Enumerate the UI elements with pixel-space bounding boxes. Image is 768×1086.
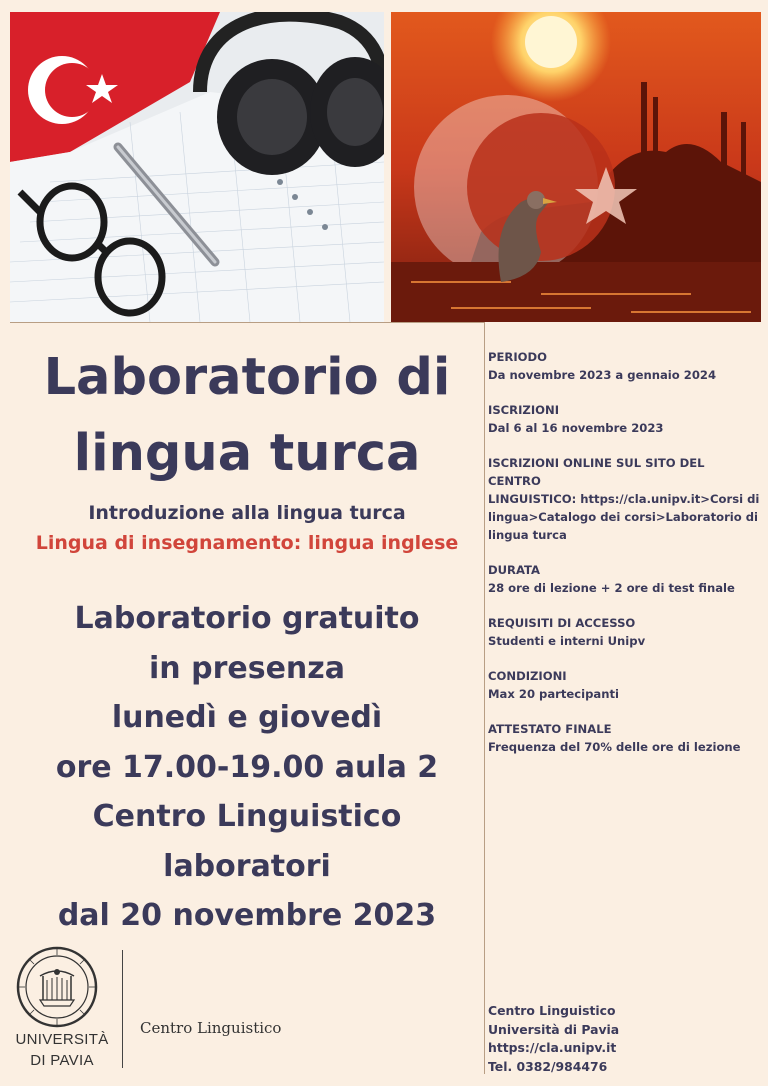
teaching-language: Lingua di insegnamento: lingua inglese [35, 532, 459, 554]
course-details [10, 594, 484, 941]
logo-line2: DI PAVIA [30, 1052, 94, 1069]
info-value: Frequenza del 70% delle ore di lezione [488, 740, 741, 754]
info-label: ISCRIZIONI ONLINE SUL SITO DEL CENTRO [488, 456, 705, 488]
info-value: Dal 6 al 16 novembre 2023 [488, 421, 664, 435]
info-value: 28 ore di lezione + 2 ore di test finale [488, 581, 735, 595]
logo-department: Centro Linguistico [140, 1019, 282, 1037]
poster-subtitle: Introduzione alla lingua turca [88, 502, 406, 524]
photo-istanbul-sunset [391, 12, 761, 322]
info-value: lingua>Catalogo dei corsi>Laboratorio di [488, 510, 759, 524]
info-label: DURATA [488, 563, 541, 577]
info-value: Da novembre 2023 a gennaio 2024 [488, 368, 717, 382]
info-value: Max 20 partecipanti [488, 687, 620, 701]
poster-title-line1: Laboratorio di [43, 348, 451, 407]
detail-line: Centro Linguistico [92, 799, 402, 834]
info-durata [488, 561, 760, 597]
info-value: lingua turca [488, 528, 567, 542]
info-label: CONDIZIONI [488, 669, 567, 683]
contact-block [488, 1002, 619, 1076]
info-value: LINGUISTICO: https://cla.unipv.it>Corsi di [488, 492, 760, 506]
contact-url[interactable]: https://cla.unipv.it [488, 1040, 617, 1055]
info-label: PERIODO [488, 350, 547, 364]
logo-line1: UNIVERSITÀ [15, 1031, 109, 1048]
contact-phone: Tel. 0382/984476 [488, 1058, 608, 1074]
section-divider-vertical [484, 322, 485, 1074]
info-iscrizioni-online [488, 454, 760, 544]
info-requisiti [488, 614, 760, 650]
contact-name: Centro Linguistico [488, 1003, 616, 1018]
section-divider-horizontal [10, 322, 484, 323]
detail-line: dal 20 novembre 2023 [57, 898, 437, 933]
university-seal-icon [16, 946, 98, 1028]
info-attestato [488, 720, 760, 756]
detail-line: laboratori [163, 848, 331, 884]
info-iscrizioni [488, 401, 760, 437]
photo-flag-headphones [10, 12, 384, 322]
university-logo [12, 946, 112, 1070]
detail-line: in presenza [149, 650, 345, 686]
info-periodo [488, 348, 760, 384]
info-label: REQUISITI DI ACCESSO [488, 616, 636, 630]
info-label: ATTESTATO FINALE [488, 722, 612, 736]
poster-title-line2: lingua turca [73, 424, 421, 483]
info-label: ISCRIZIONI [488, 403, 560, 417]
info-condizioni [488, 667, 760, 703]
contact-university: Università di Pavia [488, 1021, 620, 1037]
detail-line: lunedì e giovedì [111, 700, 383, 735]
info-value: Studenti e interni Unipv [488, 634, 646, 648]
logo-divider [122, 950, 123, 1068]
main-column [10, 340, 484, 941]
detail-line: ore 17.00-19.00 aula 2 [55, 749, 439, 785]
detail-line: Laboratorio gratuito [74, 601, 420, 636]
info-column [488, 348, 760, 773]
